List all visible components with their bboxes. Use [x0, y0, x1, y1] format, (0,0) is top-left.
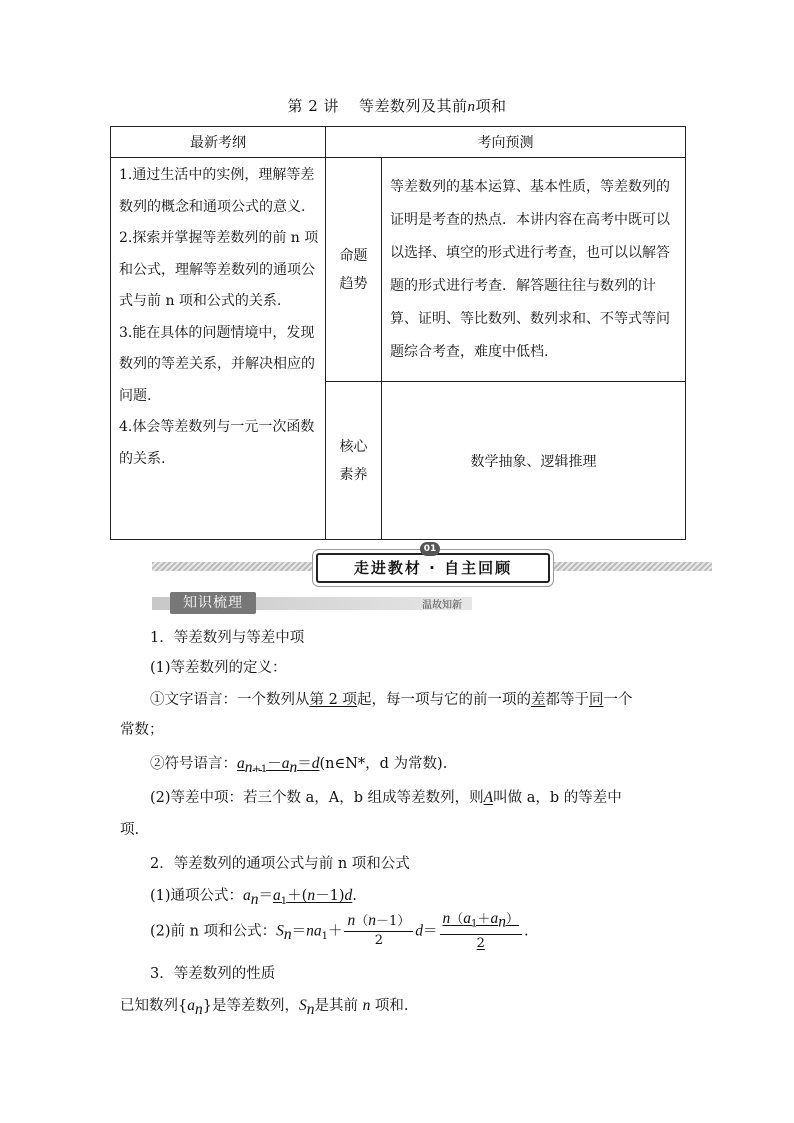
knowledge-label: 知识梳理 — [170, 592, 256, 614]
core-label: 核心素养 — [326, 382, 382, 540]
trend-label: 命题趋势 — [326, 158, 382, 382]
banner-number-badge: 01 — [420, 542, 440, 556]
paragraph-line: (2)等差中项：若三个数 a，A，b 组成等差数列，则A叫做 a，b 的等差中 — [150, 789, 622, 806]
section-heading: 2．等差数列的通项公式与前 n 项和公式 — [150, 856, 410, 872]
page-title — [0, 95, 794, 116]
outline-item: 3.能在具体的问题情境中，发现数列的等差关系，并解决相应的问题. — [119, 324, 315, 404]
outline-table — [110, 126, 686, 540]
title-suffix: 项和 — [475, 97, 507, 115]
outline-items-cell — [111, 158, 326, 540]
paragraph-line: 已知数列$\{a_n\}$是等差数列，$S_n$是其前 n 项和. — [120, 997, 409, 1018]
header-trend-forecast: 考向预测 — [326, 127, 686, 158]
formula-line: (2)前 n 项和公式：$S_n=na_1+$ $\frac{n(n-1)}{2}$ d＝ $\frac{n(a_1+a_n)}{2}$ . — [150, 910, 529, 951]
outline-item: 2.探索并掌握等差数列的前 n 项和公式，理解等差数列的通项公式与前 n 项和公式的关系. — [119, 230, 319, 309]
knowledge-right-label: 温故知新 — [422, 600, 462, 611]
section-banner — [152, 544, 712, 584]
subheading: (1)等差数列的定义： — [150, 660, 287, 676]
title-var: n — [467, 99, 476, 115]
lecture-number: 第 2 讲 — [287, 97, 340, 115]
trend-text: 等差数列的基本运算、基本性质，等差数列的证明是考查的热点．本讲内容在高考中既可以以选择、填空的形式进行考查，也可以以解答题的形式进行考查．解答题往往与数列的计算、证明、等比数列、数列求和、不等式等问题综合考查，难度中低档. — [382, 158, 686, 382]
underline-answer: 同 — [588, 692, 604, 708]
knowledge-bar — [152, 592, 472, 614]
underline-answer: 差 — [530, 692, 546, 708]
banner-title: 走进教材 · 自主回顾 — [316, 553, 550, 583]
section-heading: 1．等差数列与等差中项 — [150, 630, 305, 646]
paragraph-line: 项. — [120, 822, 140, 838]
underline-answer: 第 2 项 — [309, 692, 357, 708]
paragraph-line: ①文字语言：一个数列从第 2 项起，每一项与它的前一项的差都等于同一个 — [150, 692, 633, 708]
formula-symbolic: $a_{n+1}-a_n=d$ — [237, 755, 320, 776]
header-latest-outline: 最新考纲 — [111, 127, 326, 158]
core-text: 数学抽象、逻辑推理 — [382, 382, 686, 540]
section-heading: 3．等差数列的性质 — [150, 966, 276, 982]
underline-answer: A — [483, 789, 494, 806]
paragraph-line: 常数； — [120, 722, 164, 738]
formula-line: (1)通项公式：$a_n=a_1+(n-1)d$. — [150, 887, 357, 908]
formula-line: ②符号语言：$a_{n+1}-a_n=d(n\in N*$，d 为常数). — [150, 755, 448, 776]
outline-item: 4.体会等差数列与一元一次函数的关系. — [119, 419, 315, 467]
outline-item: 1.通过生活中的实例，理解等差数列的概念和通项公式的意义. — [119, 167, 315, 215]
title-main: 等差数列及其前 — [359, 97, 468, 115]
